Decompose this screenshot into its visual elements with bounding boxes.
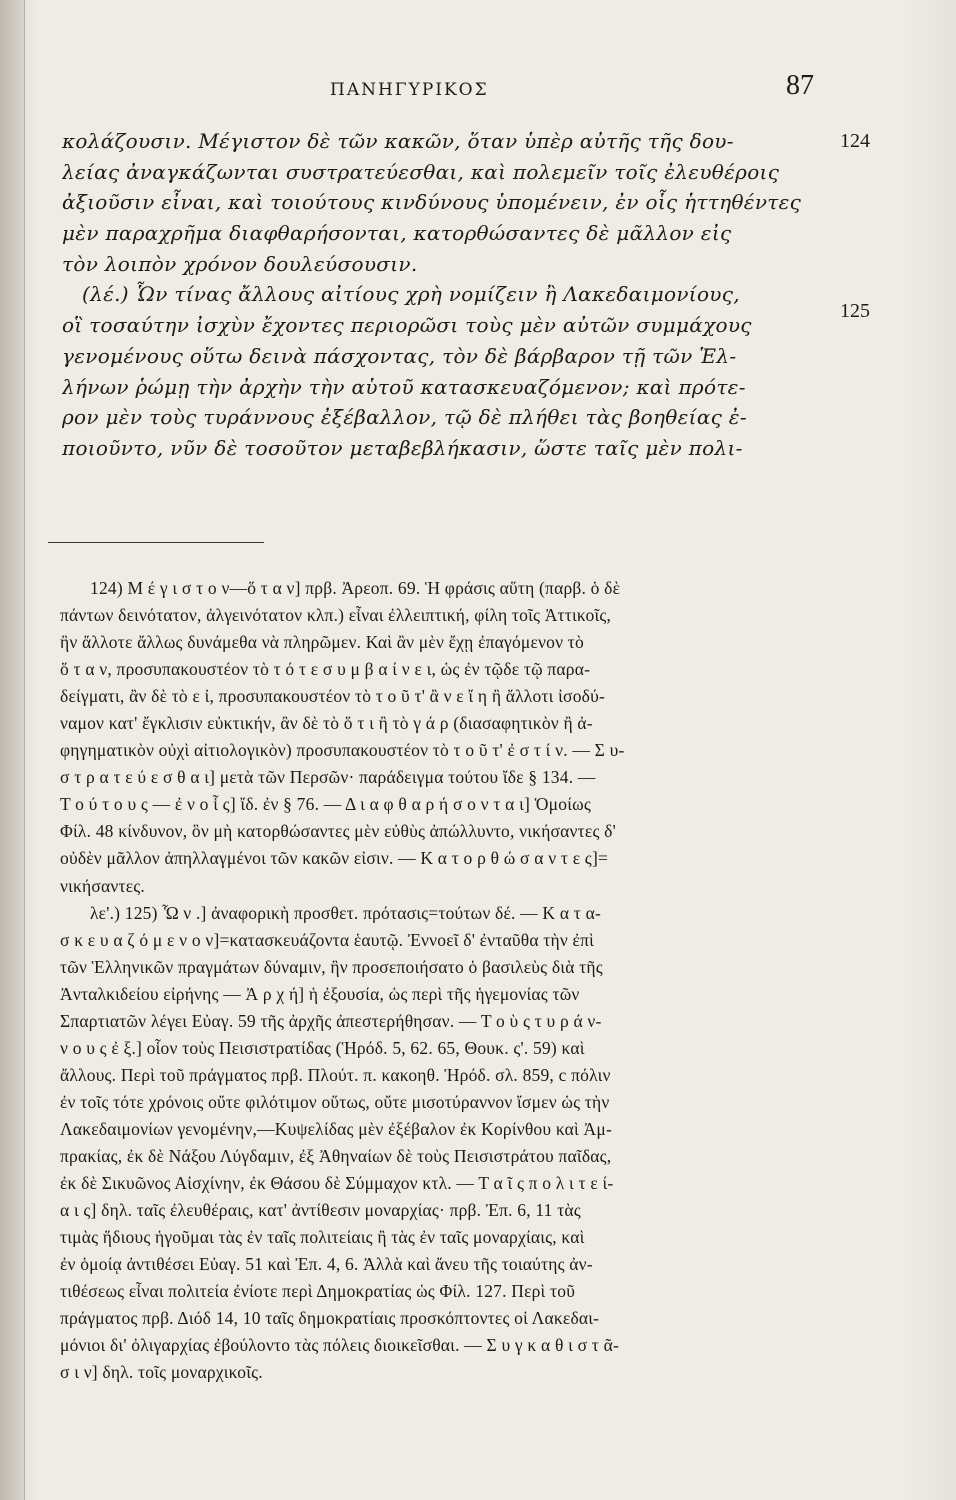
note-line: ναμον κατ' ἔγκλισιν εὐκτικήν, ἂν δὲ τὸ ὅ τ ι ἢ τὸ γ ά ρ (διασαφητικὸν ἢ ἀ- [60, 713, 593, 734]
commentary-notes [60, 575, 870, 1386]
note-line: πρακίας, ἐκ δὲ Νάξου Λύγδαμιν, ἐξ Ἀθηναίων δὲ τοὺς Πεισιστράτου παῖδας, [60, 1145, 612, 1166]
note-line: ἐν ὁμοίᾳ ἀντιθέσει Εὐαγ. 51 καὶ Ἐπ. 4, 6. Ἀλλὰ καὶ ἄνευ τῆς τοιαύτης ἀν- [60, 1254, 593, 1275]
note-line: Λακεδαιμονίων γενομένην,—Κυψελίδας μὲν ἐξέβαλον ἐκ Κορίνθου καὶ Ἀμ- [60, 1118, 612, 1139]
note-line: οὐδὲν μᾶλλον ἀπηλλαγμένοι τῶν κακῶν εἰσιν. — Κ α τ ο ρ θ ώ σ α ν τ ε ς]= [60, 848, 609, 869]
main-text-line: μὲν παραχρῆμα διαφθαρήσονται, κατορθώσαντες δὲ μᾶλλον εἰς [62, 221, 732, 246]
main-text-line: ἀξιοῦσιν εἶναι, καὶ τοιούτους κινδύνους ὑπομένειν, ἐν οἷς ἡττηθέντες [62, 190, 802, 215]
margin-section-number: 125 [840, 300, 870, 322]
footnote-rule [48, 542, 264, 543]
page-gutter [0, 0, 25, 1500]
note-line: σ ι ν] δηλ. τοῖς μοναρχικοῖς. [60, 1362, 263, 1383]
note-line: τιμὰς ἥδιους ἡγοῦμαι τὰς ἐν ταῖς πολιτείαις ἢ τὰς ἐν ταῖς μοναρχίαις, καὶ [60, 1227, 585, 1248]
note-line: πράγματος πρβ. Διόδ 14, 10 ταῖς δημοκρατίαις προσκόπτοντες οἱ Λακεδαι- [60, 1308, 600, 1329]
running-title: ΠΑΝΗΓΥΡΙΚΟΣ [330, 80, 489, 100]
main-text-line: γενομένους οὕτω δεινὰ πάσχοντας, τὸν δὲ βάρβαρον τῇ τῶν Ἑλ- [62, 343, 737, 368]
main-text-line: οἳ τοσαύτην ἰσχὺν ἔχοντες περιορῶσι τοὺς μὲν αὐτῶν συμμάχους [62, 313, 752, 338]
main-text [62, 126, 842, 464]
note-line: ὅ τ α ν, προσυπακουστέον τὸ τ ό τ ε σ υ μ β α ί ν ε ι, ὡς ἐν τῷδε τῷ παρα- [60, 659, 591, 680]
note-line: ἄλλους. Περὶ τοῦ πράγματος πρβ. Πλούτ. π. κακοηθ. Ἡρόδ. σλ. 859, c πόλιν [60, 1064, 611, 1085]
note-line: Ἀνταλκιδείου εἰρήνης — Ἀ ρ χ ή] ἡ ἐξουσία, ὡς περὶ τῆς ἡγεμονίας τῶν [60, 983, 580, 1004]
note-line: Τ ο ύ τ ο υ ς — ἐ ν ο ἷ ς] ἴδ. ἐν § 76. — Δ ι α φ θ α ρ ή σ ο ν τ α ι] Ὁμοίως [60, 794, 591, 815]
note-line: φηγηματικὸν οὐχὶ αἰτιολογικὸν) προσυπακουστέον τὸ τ ο ῦ τ' ἐ σ τ ί ν. — Σ υ- [60, 740, 625, 761]
note-line: νικήσαντες. [60, 875, 145, 896]
main-text-line: (λέ.) Ὧν τίνας ἄλλους αἰτίους χρὴ νομίζειν ἢ Λακεδαιμονίους, [82, 282, 740, 307]
note-line: ἐν τοῖς τότε χρόνοις οὔτε φιλότιμον οὕτως, οὔτε μισοτύραννον ἴσμεν ὡς τὴν [60, 1091, 610, 1112]
note-line: σ κ ε υ α ζ ό μ ε ν ο ν]=κατασκευάζοντα ἑαυτῷ. Ἐννοεῖ δ' ἐνταῦθα τὴν ἐπὶ [60, 929, 595, 950]
note-line: λε'.) 125) Ὧ ν .] ἀναφορικὴ προσθετ. πρότασις=τούτων δέ. — Κ α τ α- [90, 902, 601, 923]
main-text-line: λείας ἀναγκάζωνται συστρατεύεσθαι, καὶ πολεμεῖν τοῖς ἐλευθέροις [62, 159, 780, 184]
note-line: Φίλ. 48 κίνδυνον, ὃν μὴ κατορθώσαντες μὲν εὐθὺς ἀπώλλυντο, νικήσαντες δ' [60, 821, 616, 842]
main-text-line: τὸν λοιπὸν χρόνον δουλεύσουσιν. [62, 251, 418, 276]
note-line: Σπαρτιατῶν λέγει Εὐαγ. 59 τῆς ἀρχῆς ἀπεστερήθησαν. — Τ ο ὺ ς τ υ ρ ά ν- [60, 1010, 602, 1031]
note-line: ἣν ἄλλοτε ἄλλως δυνάμεθα νὰ πληρῶμεν. Καὶ ἂν μὲν ἔχῃ ἐπαγόμενον τὸ [60, 632, 584, 653]
note-line: ν ο υ ς ἐ ξ.] οἷον τοὺς Πεισιστρατίδας (Ἡρόδ. 5, 62. 65, Θουκ. ς'. 59) καὶ [60, 1037, 585, 1058]
page-number: 87 [786, 70, 814, 101]
margin-section-number: 124 [840, 130, 870, 152]
main-text-line: ρον μὲν τοὺς τυράννους ἐξέβαλλον, τῷ δὲ πλήθει τὰς βοηθείας ἐ- [62, 405, 747, 430]
note-line: δείγματι, ἂν δὲ τὸ ε ἰ, προσυπακουστέον τὸ τ ο ῦ τ' ἂ ν ε ἴ η ἢ ἄλλοτι ἰσοδύ- [60, 686, 605, 707]
note-line: α ι ς] δηλ. ταῖς ἐλευθέραις, κατ' ἀντίθεσιν μοναρχίας· πρβ. Ἐπ. 6, 11 τὰς [60, 1200, 581, 1221]
page-header [0, 70, 956, 110]
note-line: τῶν Ἑλληνικῶν πραγμάτων δύναμιν, ἣν προσεποιήσατο ὁ βασιλεὺς διὰ τῆς [60, 956, 603, 977]
note-line: μόνιοι δι' ὀλιγαρχίας ἐβούλοντο τὰς πόλεις διοικεῖσθαι. — Σ υ γ κ α θ ι σ τ ᾶ- [60, 1335, 619, 1356]
note-line: 124) Μ έ γ ι σ τ ο ν—ὅ τ α ν] πρβ. Ἀρεοπ. 69. Ἡ φράσις αὕτη (παρβ. ὁ δὲ [90, 578, 621, 598]
note-line: σ τ ρ α τ ε ύ ε σ θ α ι] μετὰ τῶν Περσῶν· παράδειγμα τούτου ἴδε § 134. — [60, 767, 596, 788]
main-text-line: ποιοῦντο, νῦν δὲ τοσοῦτον μεταβεβλήκασιν, ὥστε ταῖς μὲν πολι- [62, 435, 743, 460]
main-text-line: κολάζουσιν. Μέγιστον δὲ τῶν κακῶν, ὅταν ὑπὲρ αὐτῆς τῆς δου- [62, 129, 734, 153]
note-line: ἐκ δὲ Σικυῶνος Αἰσχίνην, ἐκ Θάσου δὲ Σύμμαχον κτλ. — Τ α ῖ ς π ο λ ι τ ε ί- [60, 1173, 614, 1194]
note-line: τιθέσεως εἶναι πολιτεία ἐνίοτε περὶ Δημοκρατίας ὡς Φίλ. 127. Περὶ τοῦ [60, 1281, 576, 1302]
note-line: πάντων δεινότατον, ἀλγεινότατον κλπ.) εἶναι ἐλλειπτική, φίλη τοῖς Ἀττικοῖς, [60, 605, 612, 626]
main-text-line: λήνων ῥώμῃ τὴν ἀρχὴν τὴν αὑτοῦ κατασκευαζόμενον; καὶ πρότε- [62, 374, 746, 399]
